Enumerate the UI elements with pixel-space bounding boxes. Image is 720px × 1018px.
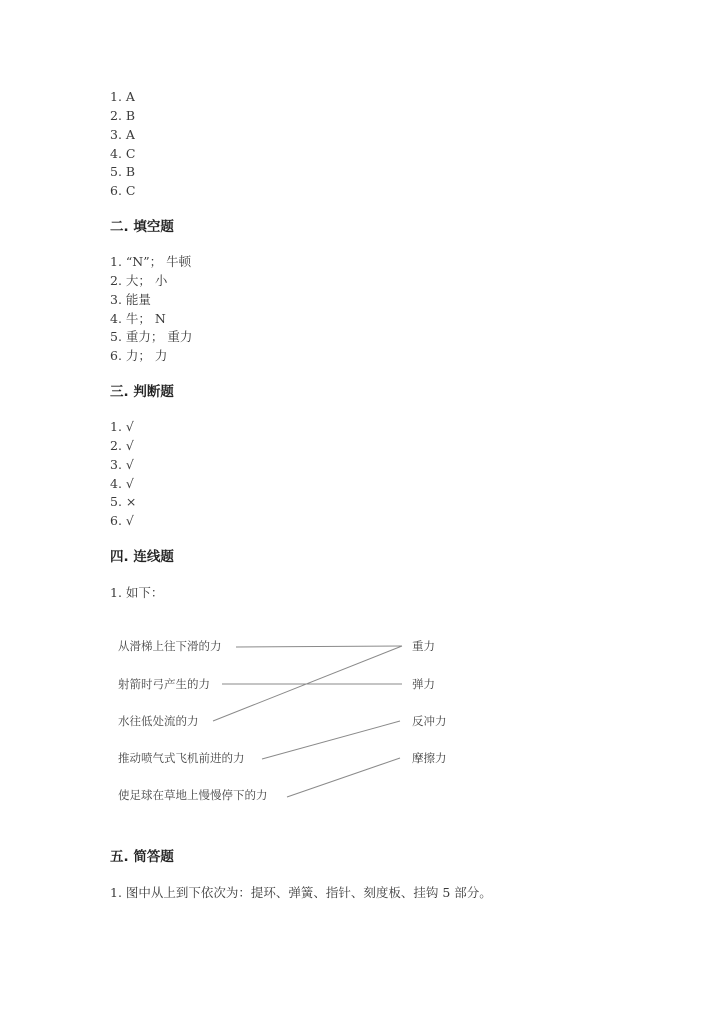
s2-answer-1: 1. “N”； 牛顿 bbox=[110, 254, 192, 269]
s3-answer-6: 6. √ bbox=[110, 513, 134, 528]
s2-answer-6: 6. 力； 力 bbox=[110, 348, 168, 363]
s2-answer-4: 4. 牛； N bbox=[110, 311, 166, 326]
match-right-item-3: 反冲力 bbox=[412, 714, 447, 728]
s1-answer-6: 6. C bbox=[110, 183, 136, 198]
match-right-item-4: 摩擦力 bbox=[412, 751, 447, 765]
s3-answer-3: 3. √ bbox=[110, 457, 134, 472]
match-connector-4 bbox=[262, 721, 400, 759]
s2-answer-2: 2. 大； 小 bbox=[110, 273, 168, 288]
section4-title: 四. 连线题 bbox=[110, 549, 174, 565]
match-connector-5 bbox=[287, 758, 400, 797]
s2-answer-5: 5. 重力； 重力 bbox=[110, 329, 193, 344]
s1-answer-4: 4. C bbox=[110, 146, 136, 161]
match-right-item-1: 重力 bbox=[412, 639, 435, 653]
match-left-item-4: 推动喷气式飞机前进的力 bbox=[118, 751, 245, 765]
section3-title: 三. 判断题 bbox=[110, 384, 174, 400]
s1-answer-2: 2. B bbox=[110, 108, 136, 123]
s3-answer-4: 4. √ bbox=[110, 476, 134, 491]
section5-title: 五. 简答题 bbox=[110, 849, 174, 865]
s1-answer-1: 1. A bbox=[110, 89, 135, 104]
match-connector-1 bbox=[236, 646, 402, 647]
s3-answer-1: 1. √ bbox=[110, 419, 134, 434]
s3-answer-2: 2. √ bbox=[110, 438, 134, 453]
match-left-item-3: 水往低处流的力 bbox=[118, 714, 199, 728]
s2-answer-3: 3. 能量 bbox=[110, 292, 151, 307]
match-right-item-2: 弹力 bbox=[412, 677, 435, 691]
s1-answer-3: 3. A bbox=[110, 127, 135, 142]
s4-intro: 1. 如下： bbox=[110, 585, 164, 600]
section2-title: 二. 填空题 bbox=[110, 219, 174, 235]
s5-answer-1: 1. 图中从上到下依次为：提环、弹簧、指针、刻度板、挂钩 5 部分。 bbox=[110, 885, 492, 900]
match-left-item-2: 射箭时弓产生的力 bbox=[118, 677, 210, 691]
s3-answer-5: 5. × bbox=[110, 494, 137, 509]
match-left-item-1: 从滑梯上往下滑的力 bbox=[118, 639, 222, 653]
match-left-item-5: 使足球在草地上慢慢停下的力 bbox=[118, 788, 268, 802]
s1-answer-5: 5. B bbox=[110, 164, 136, 179]
